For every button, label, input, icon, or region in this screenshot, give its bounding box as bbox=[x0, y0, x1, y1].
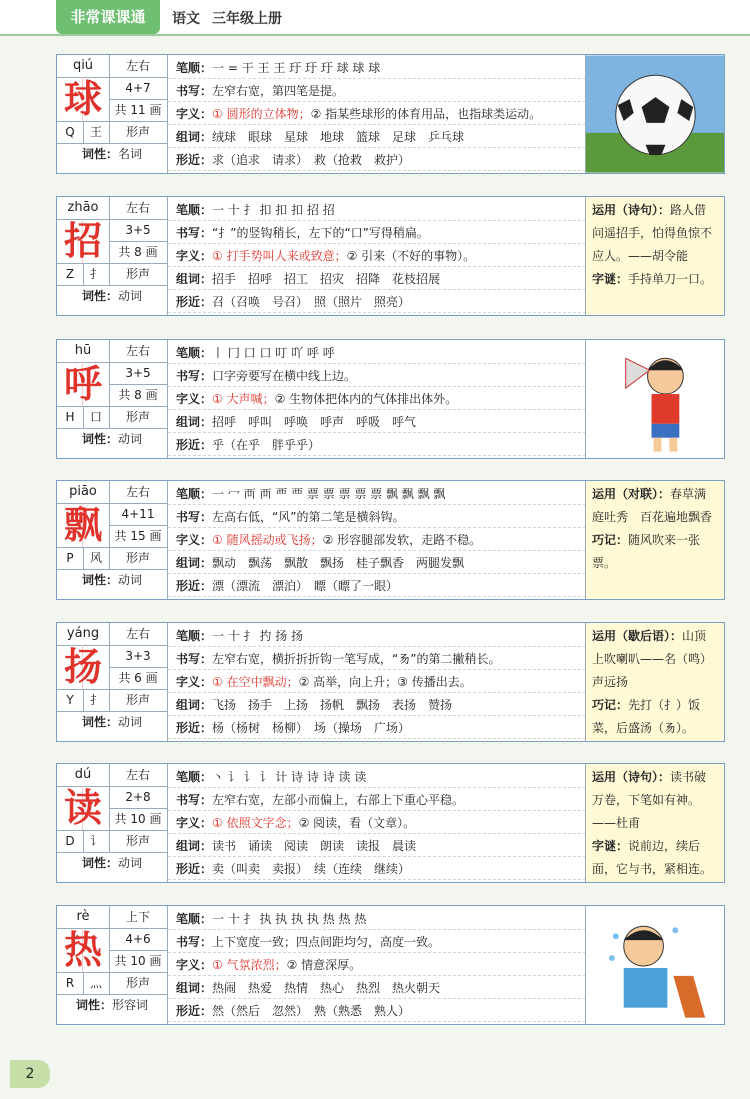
sweating-boy-picture bbox=[586, 906, 724, 1024]
side-tip-title: 字谜： bbox=[592, 272, 629, 286]
radical: 王 bbox=[83, 121, 110, 144]
row-label: 笔顺： bbox=[176, 487, 213, 501]
row-label: 形近： bbox=[176, 579, 213, 593]
side-panel bbox=[585, 481, 724, 599]
side-tip-text: 先打（扌）饭菜，后盛汤（𠃓）。 bbox=[592, 698, 701, 735]
total-strokes: 共 6 画 bbox=[109, 667, 167, 690]
row-label: 字义： bbox=[176, 816, 213, 830]
row-text: 然（然后 忽然） 熟（熟悉 熟人） bbox=[212, 1004, 411, 1018]
big-character: 球 bbox=[57, 77, 110, 122]
part-of-speech bbox=[57, 852, 167, 874]
words-row bbox=[168, 835, 586, 857]
row-text: ① 圆形的立体物； bbox=[212, 107, 311, 121]
row-label: 字义： bbox=[176, 958, 213, 972]
side-usage-text: 读书破万卷，下笔如有神。——杜甫 bbox=[592, 770, 707, 830]
words-row bbox=[168, 694, 586, 716]
total-strokes: 共 11 画 bbox=[109, 99, 167, 122]
words-row bbox=[168, 126, 586, 148]
structure: 左右 bbox=[109, 55, 167, 78]
write-row bbox=[168, 80, 586, 102]
megaphone-boy-picture bbox=[586, 340, 724, 458]
words-row bbox=[168, 977, 586, 999]
char-details bbox=[167, 55, 586, 173]
write-row bbox=[168, 506, 586, 528]
char-card bbox=[56, 763, 725, 883]
pos-label: 词性： bbox=[81, 856, 118, 870]
side-tip-title: 巧记： bbox=[592, 698, 629, 712]
part-of-speech bbox=[57, 428, 167, 450]
char-card bbox=[56, 339, 725, 459]
char-info bbox=[57, 55, 167, 173]
big-character: 呼 bbox=[57, 362, 110, 407]
structure: 左右 bbox=[109, 197, 167, 220]
side-usage bbox=[592, 766, 718, 835]
char-type: 形声 bbox=[109, 547, 167, 570]
row-text: 左高右低，“风”的第二笔是横斜钩。 bbox=[212, 510, 405, 524]
big-character: 读 bbox=[57, 786, 110, 831]
char-details bbox=[167, 623, 586, 741]
row-label: 书写： bbox=[176, 369, 213, 383]
row-label: 笔顺： bbox=[176, 203, 213, 217]
pos-label: 词性： bbox=[81, 432, 118, 446]
row-text: 丶 讠 讠 讠 计 诗 诗 诗 读 读 bbox=[212, 770, 367, 784]
similar-row bbox=[168, 291, 586, 313]
row-text: ② 引来（不好的事物）。 bbox=[346, 249, 476, 263]
structure: 左右 bbox=[109, 623, 167, 646]
row-label: 组词： bbox=[176, 556, 213, 570]
row-label: 组词： bbox=[176, 415, 213, 429]
total-strokes: 共 10 画 bbox=[109, 808, 167, 831]
meaning-row bbox=[168, 671, 586, 693]
structure: 左右 bbox=[109, 764, 167, 787]
side-tip-title: 字谜： bbox=[592, 839, 629, 853]
pinyin-initial: Y bbox=[57, 689, 84, 712]
big-character: 扬 bbox=[57, 645, 110, 690]
row-label: 形近： bbox=[176, 1004, 213, 1018]
row-text: ① 在空中飘动； bbox=[212, 675, 299, 689]
side-tip bbox=[592, 835, 718, 881]
big-character: 热 bbox=[57, 928, 110, 973]
char-card bbox=[56, 196, 725, 316]
meaning-row bbox=[168, 954, 586, 976]
write-row bbox=[168, 222, 586, 244]
pos-label: 词性： bbox=[81, 715, 118, 729]
row-label: 书写： bbox=[176, 652, 213, 666]
pos-value: 动词 bbox=[118, 289, 143, 303]
row-label: 笔顺： bbox=[176, 770, 213, 784]
row-text: 卖（叫卖 卖报） 续（连续 继续） bbox=[212, 862, 411, 876]
char-type: 形声 bbox=[109, 689, 167, 712]
pos-value: 动词 bbox=[118, 856, 143, 870]
radical: 风 bbox=[83, 547, 110, 570]
side-usage-text: 路人借问遥招手，怕得鱼惊不应人。——胡令能 bbox=[592, 203, 713, 263]
side-usage-title: 运用（诗句）： bbox=[592, 770, 671, 784]
pinyin: piāo bbox=[57, 481, 110, 504]
side-panel bbox=[585, 623, 724, 741]
meaning-row bbox=[168, 529, 586, 551]
similar-row bbox=[168, 575, 586, 597]
pos-value: 动词 bbox=[118, 432, 143, 446]
stroke-split: 4+7 bbox=[109, 77, 167, 100]
grade-label: 三年级上册 bbox=[212, 11, 282, 27]
row-text: 一 冖 襾 襾 覀 覀 票 票 票 票 票 飘 飘 飘 飘 bbox=[212, 487, 446, 501]
row-label: 书写： bbox=[176, 510, 213, 524]
part-of-speech bbox=[57, 285, 167, 307]
pos-value: 形容词 bbox=[112, 998, 149, 1012]
stroke-split: 4+6 bbox=[109, 928, 167, 951]
row-label: 字义： bbox=[176, 533, 213, 547]
pos-label: 词性： bbox=[81, 147, 118, 161]
radical: 口 bbox=[83, 406, 110, 429]
write-row bbox=[168, 931, 586, 953]
pos-label: 词性： bbox=[81, 289, 118, 303]
side-panel bbox=[585, 55, 724, 173]
pinyin: rè bbox=[57, 906, 110, 929]
pinyin-initial: P bbox=[57, 547, 84, 570]
side-tip-text: 随风吹来一张票。 bbox=[592, 533, 701, 570]
words-row bbox=[168, 268, 586, 290]
char-details bbox=[167, 764, 586, 882]
row-label: 组词： bbox=[176, 981, 213, 995]
part-of-speech bbox=[57, 569, 167, 591]
row-label: 笔顺： bbox=[176, 912, 213, 926]
char-info bbox=[57, 481, 167, 599]
row-label: 组词： bbox=[176, 130, 213, 144]
order-row bbox=[168, 908, 586, 930]
radical: 讠 bbox=[83, 830, 110, 853]
row-label: 字义： bbox=[176, 675, 213, 689]
side-usage bbox=[592, 625, 718, 694]
radical: 扌 bbox=[83, 263, 110, 286]
row-label: 书写： bbox=[176, 935, 213, 949]
row-text: 招手 招呼 招工 招灾 招降 花枝招展 bbox=[212, 272, 441, 286]
char-card bbox=[56, 905, 725, 1025]
side-usage-title: 运用（歇后语）： bbox=[592, 629, 683, 643]
pos-label: 词性： bbox=[75, 998, 112, 1012]
similar-row bbox=[168, 1000, 586, 1022]
row-text: 绒球 眼球 星球 地球 篮球 足球 乒乓球 bbox=[212, 130, 465, 144]
stroke-split: 2+8 bbox=[109, 786, 167, 809]
row-text: ② 指某些球形的体育用品，也指球类运动。 bbox=[310, 107, 542, 121]
total-strokes: 共 15 画 bbox=[109, 525, 167, 548]
char-info bbox=[57, 764, 167, 882]
brand-logo: 非常课课通 bbox=[56, 0, 160, 34]
row-label: 形近： bbox=[176, 295, 213, 309]
row-text: 求（追求 请求） 救（抢救 救护） bbox=[212, 153, 411, 167]
char-details bbox=[167, 906, 586, 1024]
header-bar bbox=[0, 0, 750, 36]
row-label: 组词： bbox=[176, 272, 213, 286]
meaning-row bbox=[168, 388, 586, 410]
similar-row bbox=[168, 717, 586, 739]
row-text: 一 十 扌 执 执 执 执 热 热 热 bbox=[212, 912, 367, 926]
row-text: 乎（在乎 胖乎乎） bbox=[212, 438, 321, 452]
row-text: “扌”的竖钩稍长，左下的“口”写得稍扁。 bbox=[212, 226, 429, 240]
row-text: 飘动 飘荡 飘散 飘扬 桂子飘香 两腿发飘 bbox=[212, 556, 465, 570]
part-of-speech bbox=[57, 143, 167, 165]
row-text: 口字旁要写在横中线上边。 bbox=[212, 369, 357, 383]
side-tip bbox=[592, 529, 718, 575]
side-usage-text: 春草满庭吐秀 百花遍地飘香 bbox=[592, 487, 713, 524]
side-usage-text: 山顶上吹喇叭——名（鸣）声远扬 bbox=[592, 629, 713, 689]
pinyin-initial: R bbox=[57, 972, 84, 995]
stroke-split: 3+5 bbox=[109, 362, 167, 385]
side-panel bbox=[585, 340, 724, 458]
row-text: 丨 冂 口 口 叮 吖 呼 呼 bbox=[212, 346, 335, 360]
side-tip-text: 说前边，续后面，它与书，紧相连。 bbox=[592, 839, 713, 876]
row-text: 左窄右宽，第四笔是提。 bbox=[212, 84, 345, 98]
row-text: 召（召唤 号召） 照（照片 照亮） bbox=[212, 295, 411, 309]
similar-row bbox=[168, 149, 586, 171]
row-label: 书写： bbox=[176, 226, 213, 240]
row-text: 一 十 扌 扚 扬 扬 bbox=[212, 629, 304, 643]
meaning-row bbox=[168, 245, 586, 267]
soccer-ball-picture bbox=[586, 55, 724, 173]
write-row bbox=[168, 648, 586, 670]
char-type: 形声 bbox=[109, 263, 167, 286]
pinyin: hū bbox=[57, 340, 110, 363]
pinyin-initial: H bbox=[57, 406, 84, 429]
big-character: 招 bbox=[57, 219, 110, 264]
similar-row bbox=[168, 858, 586, 880]
row-text: ① 大声喊； bbox=[212, 392, 275, 406]
row-label: 形近： bbox=[176, 153, 213, 167]
order-row bbox=[168, 57, 586, 79]
row-label: 书写： bbox=[176, 793, 213, 807]
side-panel bbox=[585, 906, 724, 1024]
order-row bbox=[168, 199, 586, 221]
row-label: 组词： bbox=[176, 698, 213, 712]
char-card bbox=[56, 54, 725, 174]
words-row bbox=[168, 411, 586, 433]
row-text: ② 阅读，看（文章）。 bbox=[298, 816, 416, 830]
pos-label: 词性： bbox=[81, 573, 118, 587]
stroke-split: 4+11 bbox=[109, 503, 167, 526]
row-label: 字义： bbox=[176, 107, 213, 121]
radical: 灬 bbox=[83, 972, 110, 995]
row-text: 漂（漂流 漂泊） 瞟（瞟了一眼） bbox=[212, 579, 399, 593]
structure: 左右 bbox=[109, 481, 167, 504]
meaning-row bbox=[168, 812, 586, 834]
row-text: ① 打手势叫人来或致意； bbox=[212, 249, 347, 263]
row-label: 笔顺： bbox=[176, 629, 213, 643]
pinyin-initial: Z bbox=[57, 263, 84, 286]
side-tip bbox=[592, 268, 718, 291]
row-label: 笔顺： bbox=[176, 61, 213, 75]
stroke-split: 3+5 bbox=[109, 219, 167, 242]
order-row bbox=[168, 342, 586, 364]
row-text: ① 依照文字念； bbox=[212, 816, 299, 830]
pos-value: 名词 bbox=[118, 147, 143, 161]
structure: 左右 bbox=[109, 340, 167, 363]
total-strokes: 共 8 画 bbox=[109, 241, 167, 264]
page-number: 2 bbox=[10, 1060, 50, 1088]
order-row bbox=[168, 483, 586, 505]
char-info bbox=[57, 906, 167, 1024]
order-row bbox=[168, 766, 586, 788]
side-usage-title: 运用（诗句）： bbox=[592, 203, 671, 217]
pinyin-initial: Q bbox=[57, 121, 84, 144]
row-text: ② 形容腿部发软，走路不稳。 bbox=[322, 533, 482, 547]
part-of-speech bbox=[57, 994, 167, 1016]
row-text: 左窄右宽，横折折折钩一笔写成，“𠃓”的第二撇稍长。 bbox=[212, 652, 501, 666]
pos-value: 动词 bbox=[118, 715, 143, 729]
write-row bbox=[168, 365, 586, 387]
row-label: 形近： bbox=[176, 862, 213, 876]
row-text: 左窄右宽，左部小而偏上，右部上下重心平稳。 bbox=[212, 793, 465, 807]
side-tip bbox=[592, 694, 718, 740]
row-text: 热闹 热爱 热情 热心 热烈 热火朝天 bbox=[212, 981, 441, 995]
pos-value: 动词 bbox=[118, 573, 143, 587]
big-character: 飘 bbox=[57, 503, 110, 548]
char-card bbox=[56, 622, 725, 742]
row-text: ② 生物体把体内的气体排出体外。 bbox=[274, 392, 458, 406]
stroke-split: 3+3 bbox=[109, 645, 167, 668]
radical: 扌 bbox=[83, 689, 110, 712]
char-type: 形声 bbox=[109, 406, 167, 429]
char-details bbox=[167, 197, 586, 315]
side-tip-title: 巧记： bbox=[592, 533, 629, 547]
side-tip-text: 手持单刀一口。 bbox=[628, 272, 713, 286]
row-text: ② 高举，向上升；③ 传播出去。 bbox=[298, 675, 472, 689]
row-label: 形近： bbox=[176, 721, 213, 735]
row-text: 招呼 呼叫 呼唤 呼声 呼吸 呼气 bbox=[212, 415, 417, 429]
row-label: 形近： bbox=[176, 438, 213, 452]
pinyin-initial: D bbox=[57, 830, 84, 853]
row-text: 上下宽度一致；四点间距均匀，高度一致。 bbox=[212, 935, 441, 949]
char-type: 形声 bbox=[109, 972, 167, 995]
row-label: 字义： bbox=[176, 392, 213, 406]
row-text: 读书 诵读 阅读 朗读 读报 晨读 bbox=[212, 839, 417, 853]
row-label: 笔顺： bbox=[176, 346, 213, 360]
order-row bbox=[168, 625, 586, 647]
pinyin: dú bbox=[57, 764, 110, 787]
row-label: 组词： bbox=[176, 839, 213, 853]
similar-row bbox=[168, 434, 586, 456]
side-panel bbox=[585, 764, 724, 882]
structure: 上下 bbox=[109, 906, 167, 929]
pinyin: yáng bbox=[57, 623, 110, 646]
char-info bbox=[57, 340, 167, 458]
row-text: 飞扬 扬手 上扬 扬帆 飘扬 表扬 赞扬 bbox=[212, 698, 453, 712]
char-card bbox=[56, 480, 725, 600]
meaning-row bbox=[168, 103, 586, 125]
row-label: 字义： bbox=[176, 249, 213, 263]
row-label: 书写： bbox=[176, 84, 213, 98]
total-strokes: 共 8 画 bbox=[109, 384, 167, 407]
row-text: ② 情意深厚。 bbox=[286, 958, 362, 972]
pinyin: qiú bbox=[57, 55, 110, 78]
char-type: 形声 bbox=[109, 121, 167, 144]
part-of-speech bbox=[57, 711, 167, 733]
row-text: 一 = 干 王 王 玗 玗 玗 球 球 球 bbox=[212, 61, 381, 75]
char-info bbox=[57, 623, 167, 741]
words-row bbox=[168, 552, 586, 574]
row-text: ① 气氛浓烈； bbox=[212, 958, 287, 972]
write-row bbox=[168, 789, 586, 811]
row-text: 一 十 扌 扣 扣 扣 招 招 bbox=[212, 203, 335, 217]
row-text: ① 随风摇动或飞扬； bbox=[212, 533, 323, 547]
side-usage bbox=[592, 199, 718, 268]
total-strokes: 共 10 画 bbox=[109, 950, 167, 973]
char-info bbox=[57, 197, 167, 315]
row-text: 杨（杨树 杨柳） 场（操场 广场） bbox=[212, 721, 411, 735]
side-panel bbox=[585, 197, 724, 315]
side-usage bbox=[592, 483, 718, 529]
subject-label: 语文 bbox=[172, 11, 200, 27]
pinyin: zhāo bbox=[57, 197, 110, 220]
char-details bbox=[167, 481, 586, 599]
char-type: 形声 bbox=[109, 830, 167, 853]
side-usage-title: 运用（对联）： bbox=[592, 487, 671, 501]
char-details bbox=[167, 340, 586, 458]
